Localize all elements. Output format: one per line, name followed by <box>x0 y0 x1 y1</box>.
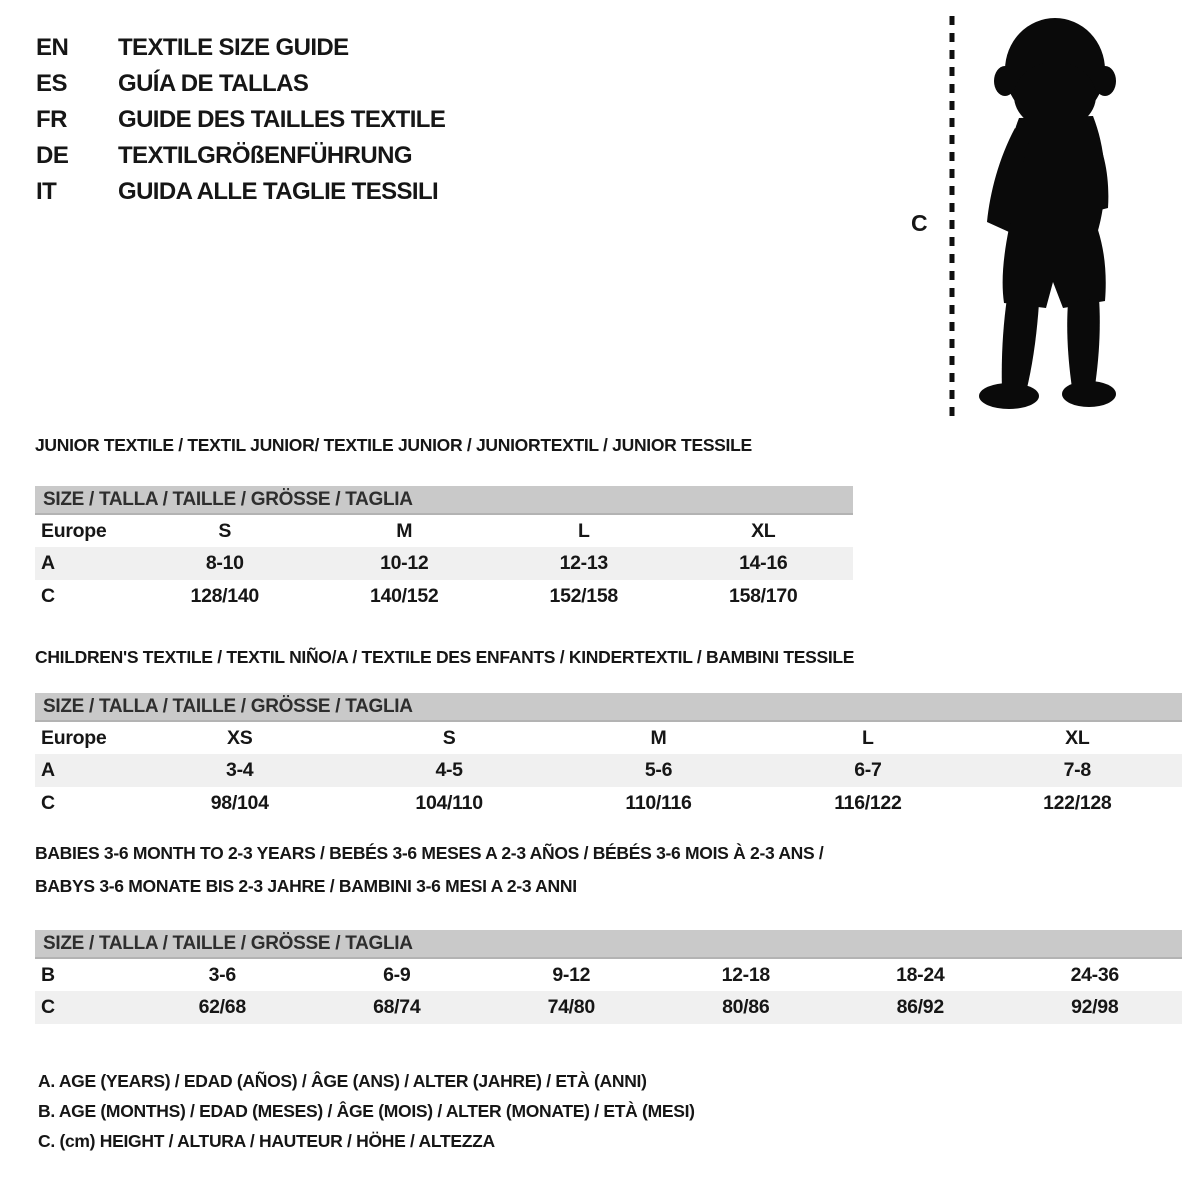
height-measure-figure <box>895 14 1165 424</box>
table-row <box>35 580 853 613</box>
size-header-bar <box>35 693 1182 721</box>
lang-row-en <box>36 30 445 66</box>
size-value-cell: 6-9 <box>383 963 411 986</box>
lang-title: TEXTILE SIZE GUIDE <box>118 34 349 61</box>
size-value-cell: 110/116 <box>625 792 692 814</box>
lang-row-fr <box>36 102 445 138</box>
size-value-cell: L <box>577 519 590 542</box>
section-babies-textile <box>35 837 1182 1024</box>
junior-size-table <box>35 486 853 613</box>
size-value-cell: 9-12 <box>552 963 591 986</box>
size-value-cell: 18-24 <box>896 963 945 986</box>
size-value-cell: S <box>218 519 232 542</box>
size-header-bar <box>35 930 1182 958</box>
lang-code: DE <box>36 142 69 169</box>
section-title: CHILDREN'S TEXTILE / TEXTIL NIÑO/A / TEXTILE DES ENFANTS / KINDERTEXTIL / BAMBINI TESSILE <box>35 647 855 667</box>
size-value-cell: 3-6 <box>208 963 236 986</box>
table-row <box>35 787 1182 820</box>
size-value-cell: S <box>442 726 456 749</box>
size-value-cell: XS <box>226 726 253 749</box>
size-value-cell: 140/152 <box>370 585 439 607</box>
row-label: A <box>35 754 135 787</box>
section-title: BABIES 3-6 MONTH TO 2-3 YEARS / BEBÉS 3-6 MESES A 2-3 AÑOS / BÉBÉS 3-6 MOIS À 2-3 ANS / <box>35 843 824 863</box>
size-value-cell: 68/74 <box>310 991 485 1024</box>
section-junior-textile <box>35 429 853 613</box>
table-row <box>35 514 853 547</box>
size-value-cell: 12-18 <box>721 963 770 986</box>
row-label: Europe <box>41 519 107 542</box>
lang-code: FR <box>36 106 67 133</box>
table-row <box>35 547 853 580</box>
legend-age-years: A. AGE (YEARS) / EDAD (AÑOS) / ÂGE (ANS) / ALTER (JAHRE) / ETÀ (ANNI) <box>38 1071 647 1091</box>
size-value-cell: 8-10 <box>135 547 315 580</box>
size-value-cell: 158/170 <box>729 585 798 607</box>
size-value-cell: XL <box>1065 726 1090 749</box>
toddler-silhouette-icon <box>967 16 1139 418</box>
lang-title: TEXTILGRÖßENFÜHRUNG <box>118 142 412 169</box>
measure-legend <box>38 1066 695 1156</box>
legend-age-months: B. AGE (MONTHS) / EDAD (MESES) / ÂGE (MOIS) / ALTER (MONATE) / ETÀ (MESI) <box>38 1101 695 1121</box>
size-header-label: SIZE / TALLA / TAILLE / GRÖSSE / TAGLIA <box>35 930 1182 958</box>
section-title: JUNIOR TEXTILE / TEXTIL JUNIOR/ TEXTILE JUNIOR / JUNIORTEXTIL / JUNIOR TESSILE <box>35 435 752 455</box>
size-value-cell: M <box>650 726 667 749</box>
table-row <box>35 721 1182 754</box>
language-title-list <box>36 30 445 210</box>
lang-row-it <box>36 174 445 210</box>
lang-title: GUIDE DES TAILLES TEXTILE <box>118 106 446 133</box>
size-value-cell: 5-6 <box>554 754 763 787</box>
size-value-cell: 6-7 <box>763 754 972 787</box>
table-row <box>35 754 1182 787</box>
size-value-cell: 152/158 <box>549 585 618 607</box>
size-value-cell: 3-4 <box>135 754 344 787</box>
row-label: C <box>41 585 55 607</box>
section-title-line2: BABYS 3-6 MONATE BIS 2-3 JAHRE / BAMBINI 3-6 MESI A 2-3 ANNI <box>35 876 577 896</box>
size-value-cell: M <box>396 519 413 542</box>
babies-size-table <box>35 930 1182 1024</box>
section-children-textile <box>35 641 1182 820</box>
size-value-cell: XL <box>751 519 776 542</box>
lang-code: ES <box>36 70 68 97</box>
size-value-cell: 122/128 <box>1043 792 1112 814</box>
size-value-cell: 10-12 <box>315 547 495 580</box>
size-value-cell: 7-8 <box>973 754 1182 787</box>
dashed-measure-line-icon <box>947 16 957 418</box>
row-label: C <box>35 991 135 1024</box>
size-value-cell: L <box>862 726 874 749</box>
size-value-cell: 92/98 <box>1008 991 1183 1024</box>
lang-code: EN <box>36 34 69 61</box>
legend-height-cm: C. (cm) HEIGHT / ALTURA / HAUTEUR / HÖHE / ALTEZZA <box>38 1131 495 1151</box>
size-value-cell: 104/110 <box>415 792 483 814</box>
row-label: C <box>41 792 55 814</box>
size-value-cell: 86/92 <box>833 991 1008 1024</box>
row-label: Europe <box>41 726 107 749</box>
measure-c-label: C <box>911 210 928 236</box>
size-value-cell: 4-5 <box>344 754 553 787</box>
lang-row-es <box>36 66 445 102</box>
table-row <box>35 958 1182 991</box>
lang-title: GUÍA DE TALLAS <box>118 70 309 97</box>
size-value-cell: 74/80 <box>484 991 659 1024</box>
size-value-cell: 98/104 <box>210 792 269 814</box>
size-value-cell: 62/68 <box>135 991 310 1024</box>
lang-code: IT <box>36 178 57 205</box>
size-header-bar <box>35 486 853 514</box>
size-value-cell: 80/86 <box>659 991 834 1024</box>
size-value-cell: 116/122 <box>834 792 902 814</box>
lang-title: GUIDA ALLE TAGLIE TESSILI <box>118 178 439 205</box>
size-header-label: SIZE / TALLA / TAILLE / GRÖSSE / TAGLIA <box>35 486 853 514</box>
row-label: B <box>41 963 55 986</box>
row-label: A <box>35 547 135 580</box>
size-header-label: SIZE / TALLA / TAILLE / GRÖSSE / TAGLIA <box>35 693 1182 721</box>
size-value-cell: 14-16 <box>674 547 854 580</box>
lang-row-de <box>36 138 445 174</box>
table-row <box>35 991 1182 1024</box>
size-value-cell: 24-36 <box>1070 963 1119 986</box>
size-value-cell: 128/140 <box>190 585 259 607</box>
children-size-table <box>35 693 1182 820</box>
size-value-cell: 12-13 <box>494 547 674 580</box>
